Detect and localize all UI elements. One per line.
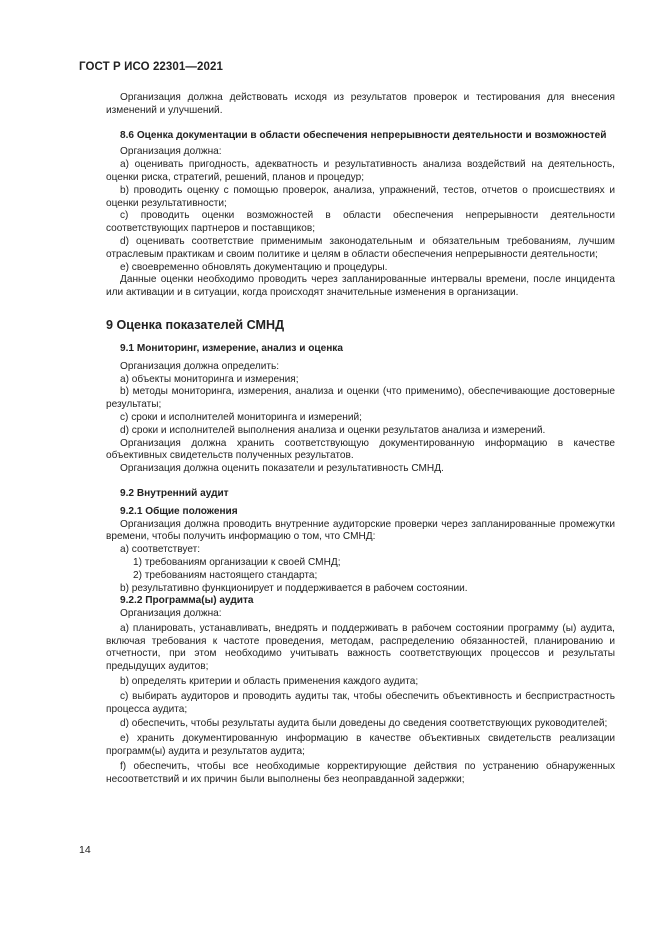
section-8-6-note: Данные оценки необходимо проводить через запланированные интервалы времени, после инцидента или активации и в ситуации, когда происходят значительные изменения в организации. (106, 274, 615, 299)
section-9-2-2-item-b: b) определять критерии и область применения каждого аудита; (120, 676, 419, 688)
section-9-2-1-item-a2: 2) требованиям настоящего стандарта; (133, 569, 318, 581)
section-9-2-2-item-d: d) обеспечить, чтобы результаты аудита были доведены до сведения соответствующих руководителей; (120, 718, 608, 730)
section-9-2-2-lead: Организация должна: (120, 608, 222, 620)
section-9-1-paragraph-1: Организация должна хранить соответствующую документированную информацию в качестве объективных свидетельств полученных результатов. (106, 437, 615, 462)
section-9-2-1-lead: Организация должна проводить внутренние аудиторские проверки через запланированные промежутки времени, чтобы получить информацию о том, что СМНД: (106, 518, 615, 543)
section-9-2-2-item-a: a) планировать, устанавливать, внедрять и поддерживать в рабочем состоянии программу (ы) аудита, включая требования к частоте проведения, методам, распределению обязанностей, планированию и отчетности, при этом необходимо учитывать важность соответствующих процессов и результаты предыдущих аудитов; (106, 622, 615, 673)
section-9-1-item-d: d) сроки и исполнителей выполнения анализа и оценки результатов анализа и измерений. (120, 424, 546, 436)
section-9-2-2-heading: 9.2.2 Программа(ы) аудита (120, 595, 254, 607)
section-8-6-item-c: c) проводить оценки возможностей в области обеспечения непрерывности деятельности соответствующих партнеров и поставщиков; (106, 210, 615, 235)
section-9-2-1-item-a1: 1) требованиям организации к своей СМНД; (133, 556, 341, 568)
section-9-1-item-b: b) методы мониторинга, измерения, анализа и оценки (что применимо), обеспечивающие достоверные результаты; (106, 386, 615, 411)
intro-paragraph: Организация должна действовать исходя из результатов проверок и тестирования для внесения изменений и улучшений. (106, 92, 615, 116)
section-9-1-lead: Организация должна определить: (120, 360, 280, 372)
section-8-6-heading: 8.6 Оценка документации в области обеспечения непрерывности деятельности и возможностей (120, 129, 607, 141)
section-9-1-paragraph-2: Организация должна оценить показатели и результативность СМНД. (120, 463, 444, 475)
section-9-2-1-item-b: b) результативно функционирует и поддерживается в рабочем состоянии. (120, 582, 468, 594)
section-9-2-1-heading: 9.2.1 Общие положения (120, 505, 238, 517)
section-9-1-item-a: a) объекты мониторинга и измерения; (120, 373, 299, 385)
document-body (106, 92, 615, 786)
section-8-6-item-a: a) оценивать пригодность, адекватность и результативность анализа воздействий на деятельность, оценки риска, стратегий, решений, планов и процедур; (106, 159, 615, 183)
section-8-6-lead: Организация должна: (120, 146, 222, 158)
section-9-1-item-c: c) сроки и исполнителей мониторинга и измерений; (120, 411, 362, 423)
section-8-6-item-b: b) проводить оценку с помощью проверок, анализа, упражнений, тестов, отчетов о происшествиях и оценки результативности; (106, 184, 615, 209)
section-9-2-heading: 9.2 Внутренний аудит (120, 487, 229, 499)
section-8-6-item-e: e) своевременно обновлять документацию и процедуры. (120, 261, 388, 273)
section-9-2-2-item-f: f) обеспечить, чтобы все необходимые корректирующие действия по устранению обнаруженных несоответствий и их причин были выполнены без неоправданной задержки; (106, 760, 615, 785)
section-9-2-1-item-a: a) соответствует: (120, 544, 201, 556)
section-9-heading: 9 Оценка показателей СМНД (106, 317, 285, 332)
section-9-2-2-item-e: e) хранить документированную информацию в качестве объективных свидетельств реализации программ(ы) аудита и результатов аудита; (106, 733, 615, 758)
section-9-1-heading: 9.1 Мониторинг, измерение, анализ и оценка (120, 342, 343, 354)
page-number: 14 (79, 844, 91, 856)
section-8-6-item-d: d) оценивать соответствие применимым законодательным и обязательным требованиям, лучшим отраслевым практикам и своим политике и целям в области обеспечения непрерывности деятельности; (106, 235, 615, 260)
document-header: ГОСТ Р ИСО 22301—2021 (79, 61, 224, 73)
section-9-2-2-item-c: c) выбирать аудиторов и проводить аудиты так, чтобы обеспечить объективность и беспристрастность процесса аудита; (106, 690, 615, 715)
